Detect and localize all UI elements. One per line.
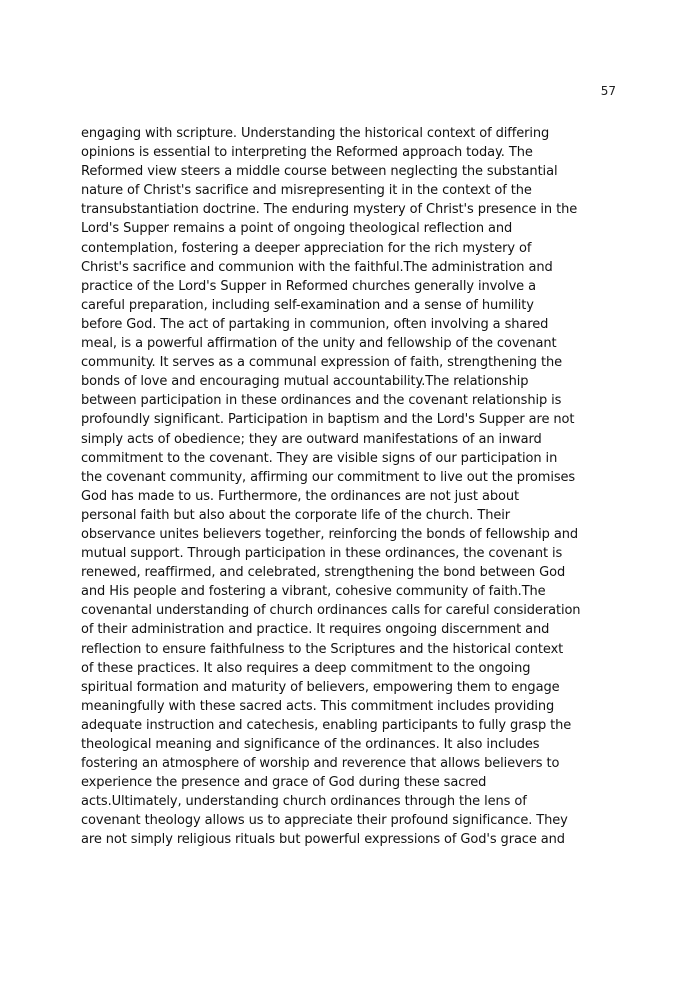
text-line: contemplation, fostering a deeper appreciation for the rich mystery of — [81, 240, 532, 256]
text-line: experience the presence and grace of God during these sacred — [81, 775, 487, 791]
text-line: engaging with scripture. Understanding the historical context of differing — [81, 126, 550, 141]
text-line: practice of the Lord's Supper in Reformed churches generally involve a — [81, 278, 536, 294]
text-line: community. It serves as a communal expression of faith, strengthening the — [81, 355, 563, 371]
text-line: adequate instruction and catechesis, enabling participants to fully grasp the — [81, 717, 572, 733]
text-line: the covenant community, affirming our commitment to live out the promises — [81, 469, 576, 485]
text-line: personal faith but also about the corporate life of the church. Their — [81, 507, 510, 523]
text-line: Christ's sacrifice and communion with the faithful.The administration and — [81, 259, 553, 275]
text-line: and His people and fostering a vibrant, cohesive community of faith.The — [81, 584, 546, 600]
text-line: covenant theology allows us to appreciate their profound significance. They — [81, 813, 568, 829]
body-text — [81, 124, 618, 850]
text-line: simply acts of obedience; they are outward manifestations of an inward — [81, 431, 542, 447]
text-line: renewed, reaffirmed, and celebrated, strengthening the bond between God — [81, 565, 566, 581]
text-line: meaningfully with these sacred acts. This commitment includes providing — [81, 698, 555, 714]
text-line: Reformed view steers a middle course between neglecting the substantial — [81, 164, 558, 180]
text-line: Lord's Supper remains a point of ongoing theological reflection and — [81, 221, 513, 237]
page-number: 57 — [600, 84, 616, 98]
text-line: commitment to the covenant. They are visible signs of our participation in — [81, 450, 558, 466]
text-line: of their administration and practice. It requires ongoing discernment and — [81, 622, 550, 638]
text-line: careful preparation, including self-examination and a sense of humility — [81, 297, 534, 313]
text-line: are not simply religious rituals but powerful expressions of God's grace and — [81, 832, 565, 848]
text-line: before God. The act of partaking in communion, often involving a shared — [81, 316, 549, 332]
text-line: mutual support. Through participation in these ordinances, the covenant is — [81, 546, 563, 562]
text-line: reflection to ensure faithfulness to the Scriptures and the historical context — [81, 641, 564, 657]
text-line: transubstantiation doctrine. The enduring mystery of Christ's presence in the — [81, 202, 578, 218]
text-line: spiritual formation and maturity of believers, empowering them to engage — [81, 679, 560, 695]
text-line: nature of Christ's sacrifice and misrepresenting it in the context of the — [81, 183, 532, 199]
text-line: opinions is essential to interpreting the Reformed approach today. The — [81, 145, 533, 161]
text-line: covenantal understanding of church ordinances calls for careful consideration — [81, 603, 581, 619]
text-line: meal, is a powerful affirmation of the unity and fellowship of the covenant — [81, 336, 557, 352]
text-line: theological meaning and significance of the ordinances. It also includes — [81, 737, 540, 752]
text-line: bonds of love and encouraging mutual accountability.The relationship — [81, 374, 529, 390]
text-line: of these practices. It also requires a deep commitment to the ongoing — [81, 660, 531, 676]
text-line: profoundly significant. Participation in baptism and the Lord's Supper are not — [81, 412, 575, 428]
text-line: acts.Ultimately, understanding church ordinances through the lens of — [81, 794, 527, 810]
text-line: fostering an atmosphere of worship and reverence that allows believers to — [81, 756, 560, 772]
text-line: God has made to us. Furthermore, the ordinances are not just about — [81, 488, 519, 504]
text-line: between participation in these ordinances and the covenant relationship is — [81, 393, 562, 409]
text-line: observance unites believers together, reinforcing the bonds of fellowship and — [81, 526, 579, 542]
